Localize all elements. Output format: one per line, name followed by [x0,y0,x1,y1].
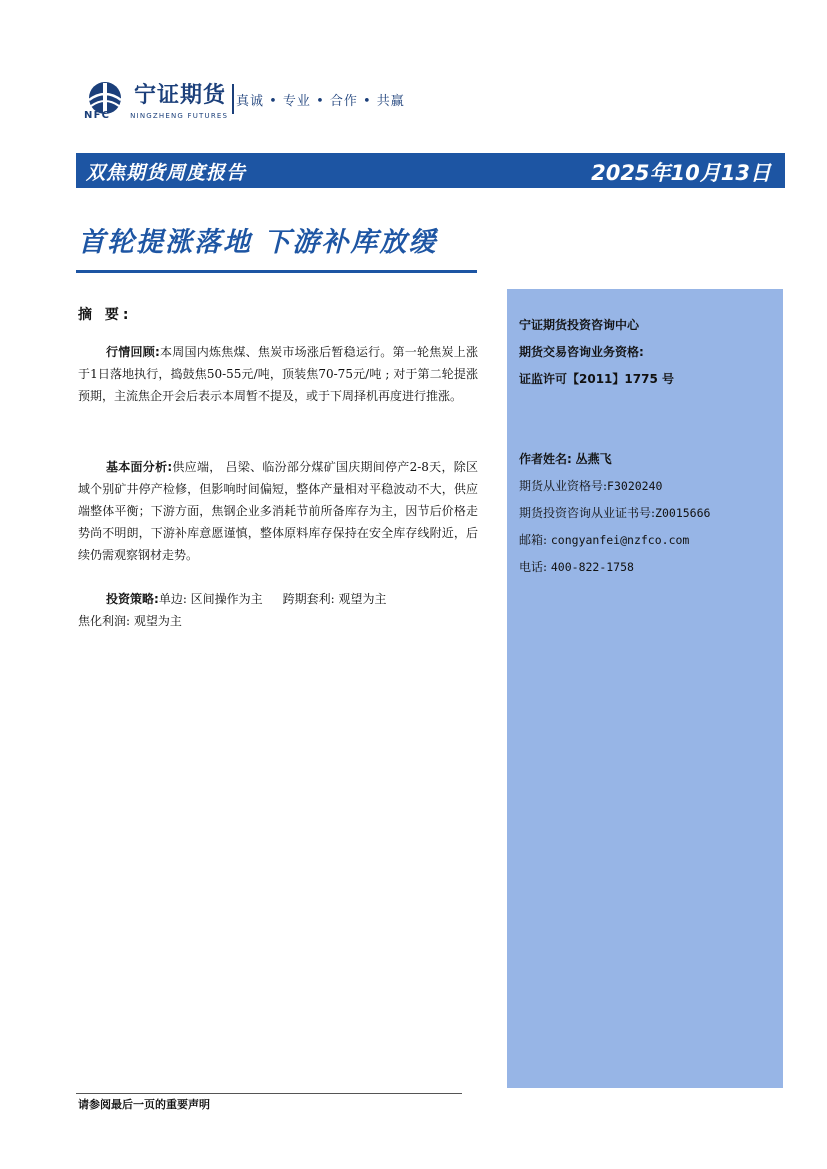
cert-label: 期货从业资格号: [519,479,608,493]
research-center: 宁证期货投资咨询中心 [519,318,640,332]
author-name: 丛燕飞 [575,452,612,466]
abstract-label: 摘 要: [78,307,133,323]
headline-divider [76,270,477,273]
author-sidebar [507,289,783,1088]
strategy-coking-profit: 焦化利润: 观望为主 [78,614,182,628]
phone-line [519,558,634,575]
logo-slogan: 真诚 • 专业 • 合作 • 共赢 [236,94,405,109]
strategy-spread: 跨期套利: 观望为主 [282,592,387,606]
qualification-label: 期货交易咨询业务资格: [519,345,644,359]
strategy-title: 投资策略: [106,592,159,606]
fundamentals-title: 基本面分析: [106,460,173,474]
logo-english-name [84,110,229,121]
email-label: 邮箱: [519,533,548,547]
fundamentals-text: 供应端， 吕梁、临汾部分煤矿国庆期间停产2-8天，除区域个别矿井停产检修，但影响时间偏短，整体产量相对平稳波动不大，供应端整体平衡；下游方面，焦钢企业多消耗节前所备库存为主，因节后价格走势尚不明朗，下游补库意愿谨慎，整体原料库存保持在安全库存线附近，后续仍需观察钢材走势。 [78,460,478,562]
advisory-line [519,504,710,521]
phone-value: 400-822-1758 [550,560,634,574]
logo-abbr: NFC [84,110,111,121]
market-review-title: 行情回顾: [106,345,160,359]
license-number: 证监许可【2011】1775 号 [519,372,674,386]
author-label: 作者姓名: [519,452,572,466]
logo-company-name: 宁证期货 [134,83,227,108]
email-link[interactable]: congyanfei@nzfco.com [550,533,690,547]
market-review-paragraph [78,341,478,407]
email-line [519,531,689,548]
market-review-text: 本周国内炼焦煤、焦炭市场涨后暂稳运行。第一轮焦炭上涨于1日落地执行，捣鼓焦50-55元/吨，顶装焦70-75元/吨 ; 对于第二轮提涨预期，主流焦企开会后表示本周暂不提及，或于下周择机再度进行推涨。 [78,345,478,403]
author-line [519,450,612,467]
report-date: 2025年10月13日 [591,161,771,185]
company-logo [84,78,424,124]
fundamentals-paragraph [78,456,478,566]
logo-divider [232,84,234,114]
report-type: 双焦期货周度报告 [86,162,247,184]
cert-value: F3020240 [607,479,663,493]
report-header-bar [76,153,785,188]
footer-divider [76,1093,462,1094]
report-headline: 首轮提涨落地 下游补库放缓 [78,227,438,258]
phone-label: 电话: [519,560,548,574]
footer-disclaimer: 请参阅最后一页的重要声明 [78,1098,210,1111]
advisory-value: Z0015666 [655,506,711,520]
logo-english: NINGZHENG FUTURES [130,112,229,120]
strategy-section [78,588,488,632]
cert-line [519,477,662,494]
strategy-single-side: 单边: 区间操作为主 [158,592,263,606]
advisory-label: 期货投资咨询从业证书号: [519,506,656,520]
